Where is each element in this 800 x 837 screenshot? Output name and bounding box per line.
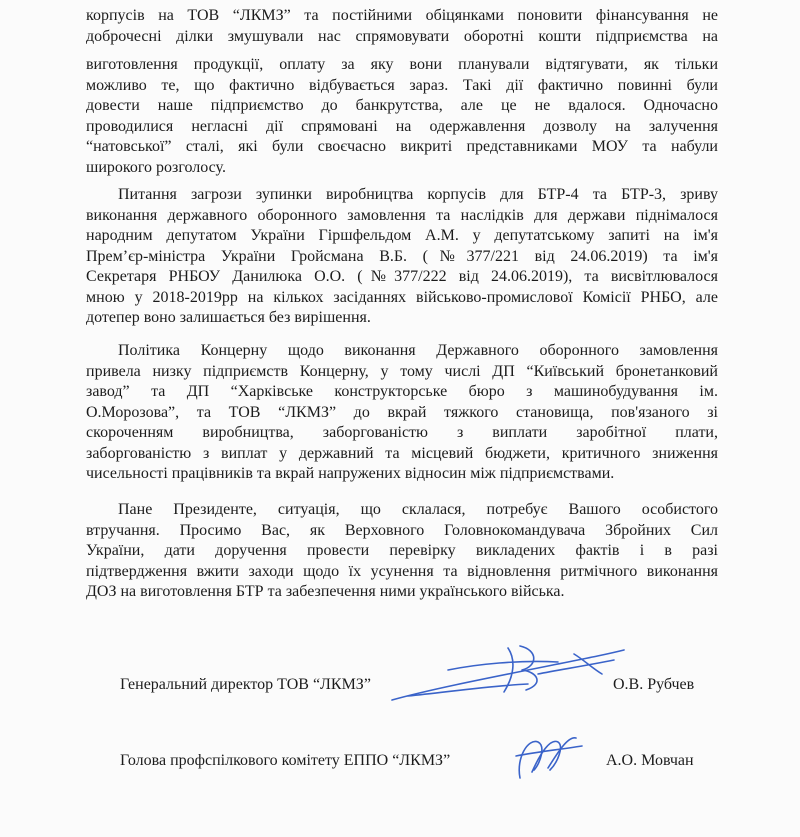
text-line: можливо те, що фактично відбувається зараз. Такі дії фактично повинні були xyxy=(86,76,718,94)
paragraph-concern-policy xyxy=(86,341,718,485)
signature-position-director: Генеральний директор ТОВ “ЛКМЗ” xyxy=(120,676,371,693)
signature-name-union-head: А.О. Мовчан xyxy=(606,752,694,769)
text-line: привела низку підприємств Концерну, у тому числі ДП “Київський бронетанковий xyxy=(86,362,718,380)
text-line: Пане Президенте, ситуація, що склалася, потребує Вашого особистого xyxy=(118,501,718,518)
text-line: О.Морозова”, та ТОВ “ЛКМЗ” до вкрай тяжкого становища, пов'язаного зі xyxy=(86,403,718,421)
text-line: ДОЗ на виготовлення БТР та забезпечення ними українського війська. xyxy=(86,583,565,600)
text-line: корпусів на ТОВ “ЛКМЗ” та постійними обіцянками поновити фінансування не xyxy=(86,7,718,24)
text-line: втручання. Просимо Вас, як Верховного Головнокомандувача Збройних Сил xyxy=(86,521,718,539)
text-line: Питання загрози зупинки виробництва корпусів для БТР-4 та БТР-3, зриву xyxy=(118,186,718,203)
text-line: виготовлення продукції, оплату за яку вони планували відтягувати, як тільки xyxy=(86,56,718,73)
handwritten-signature-rubchev xyxy=(388,640,628,710)
text-line: скороченням виробництва, заборгованістю з виплати заробітної плати, xyxy=(86,424,718,441)
text-line: Прем’єр-міністра України Гройсмана В.Б. (№377/221 від 24.06.2019) та ім'я xyxy=(86,247,718,265)
text-line: довести наше підприємство до банкрутства, але це не вдалося. Одночасно xyxy=(86,97,718,114)
text-line: “натовської” сталі, які були своєчасно викриті представниками МОУ та набули xyxy=(86,138,718,155)
text-line: Секретаря РНБОУ Данилюка О.О. (№377/222 від 24.06.2019), та висвітлювалося xyxy=(86,268,718,285)
text-line: завод” та ДП “Харківське конструкторське бюро з машинобудування ім. xyxy=(86,383,718,400)
paragraph-financing xyxy=(86,6,718,178)
paragraph-appeal xyxy=(86,500,718,603)
text-line: народним депутатом України Гіршфельдом А.М. у депутатському запиті на ім'я xyxy=(86,227,718,244)
text-line: проводилися негласні дії спрямовані на одержавлення дозволу на залучення xyxy=(86,117,718,135)
signature-position-union-head: Голова профспілкового комітету ЕППО “ЛКМЗ” xyxy=(120,752,451,769)
text-line: дотепер воно залишається без вирішення. xyxy=(86,309,371,326)
text-line: доброчесні ділки змушували нас спрямовувати оборотні кошти підприємства на xyxy=(86,27,718,45)
text-line: чисельності працівників та вкрай напружених відносин між підприємствами. xyxy=(86,465,615,482)
text-line: широкого розголосу. xyxy=(86,158,226,176)
paragraph-production-stop xyxy=(86,185,718,329)
handwritten-signature-movchan xyxy=(510,728,590,788)
text-line: підтвердження вжити заходи щодо їх усунення та відновлення ритмічного виконання xyxy=(86,562,718,580)
signature-name-director: О.В. Рубчев xyxy=(613,676,695,693)
text-line: України, дати доручення провести перевірку викладених фактів і в разі xyxy=(86,542,718,559)
text-line: мною у 2018-2019рр на кількох засіданнях військово-промислової Комісії РНБО, але xyxy=(86,288,718,306)
text-line: виконання державного оборонного замовлення та наслідків для держави піднімалося xyxy=(86,206,718,224)
text-line: Політика Концерну щодо виконання Державного оборонного замовлення xyxy=(118,342,718,359)
text-line: заборгованістю з виплат у державний та місцевий бюджети, критичного зниження xyxy=(86,444,718,462)
